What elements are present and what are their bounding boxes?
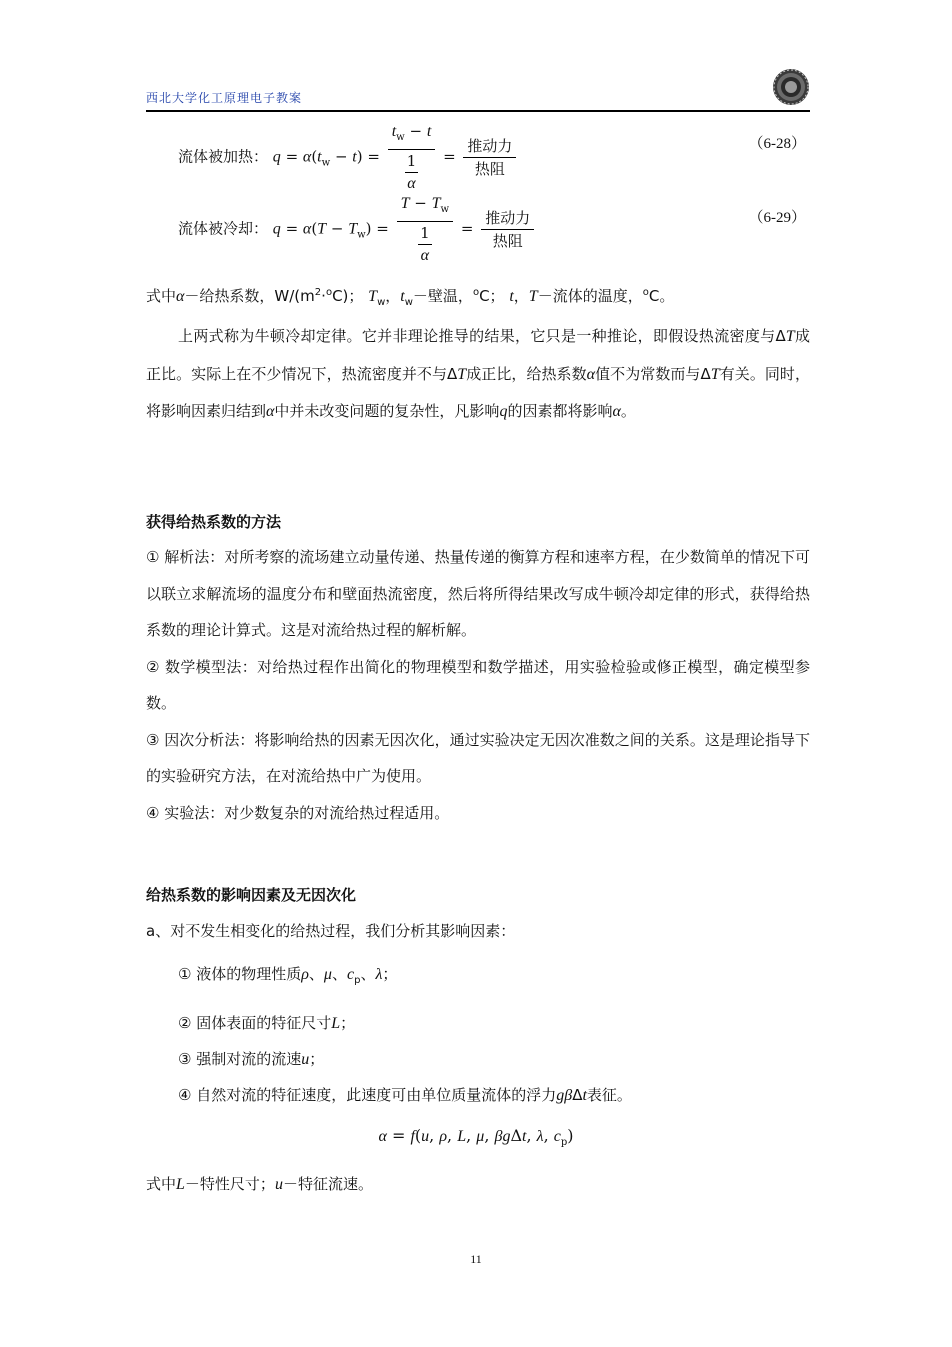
university-seal-icon: [772, 68, 810, 106]
closing-definitions: 式中L－特性尺寸；u－特征流速。: [146, 1175, 373, 1193]
equation-cooling: 流体被冷却： $q = \alpha(T - T_w)$ = $\frac{T - T_w}{\frac{1}{\alpha}}$ = $\frac{\text{推动力}}{\text{热阻}}$: [178, 192, 537, 267]
section-heading-factors: 给热系数的影响因素及无因次化: [146, 886, 357, 904]
heating-label: 流体被加热：: [178, 147, 269, 166]
fraction-driving-force-cooling: $\frac{\text{推动力}}{\text{热阻}}$: [481, 207, 534, 252]
factor-item-characteristic-size: ② 固体表面的特征尺寸L；: [178, 1014, 356, 1032]
page-header: [146, 66, 810, 112]
cooling-label: 流体被冷却：: [178, 219, 269, 238]
fraction-temperature-difference: $\frac{t_w - t}{\frac{1}{\alpha}}$: [388, 120, 436, 195]
method-item-experimental: ④ 实验法：对少数复杂的对流给热过程适用。: [146, 803, 450, 822]
symbol-definitions: 式中α－给热系数，$W/(m^2\cdot^oC)$； $T_w$，$t_w-$壁温，$^o$C； t，T－流体的温度，$^o$C。: [146, 287, 675, 308]
methods-list: [146, 539, 810, 831]
section-heading-methods: 获得给热系数的方法: [146, 513, 282, 531]
newton-cooling-paragraph: 上两式称为牛顿冷却定律。它并非理论推导的结果，它只是一种推论，即假设热流密度与ΔT成正比。实际上在不少情况下，热流密度并不与ΔT成正比，给热系数α值不为常数而与ΔT有关。同时，将影响因素归结到α中并未改变问题的复杂性，凡影响q的因素都将影响α。: [146, 327, 810, 420]
equation-number-6-28: （6-28）: [748, 136, 806, 152]
equation-heating: 流体被加热： $q = \alpha(t_w - t)$ = $\frac{t_w - t}{\frac{1}{\alpha}}$ = $\frac{\text{推动力}}{\text{热阻}}$: [178, 120, 519, 195]
method-item-analytical: ① 解析法：对所考察的流场建立动量传递、热量传递的衡算方程和速率方程，在少数简单的情况下可以联立求解流场的温度分布和壁面热流密度，然后将所得结果改写成牛顿冷却定律的形式，获得给热系数的理论计算式。这是对流给热过程的解析解。: [146, 548, 810, 639]
fraction-temperature-difference-cooling: $\frac{T - T_w}{\frac{1}{\alpha}}$: [397, 192, 453, 267]
fraction-driving-force: $\frac{\text{推动力}}{\text{热阻}}$: [463, 135, 516, 180]
alpha-function-equation: α = f(u, ρ, L, μ, βgΔt, λ, $c_p$): [378, 1126, 574, 1149]
equation-number-6-29: （6-29）: [748, 210, 806, 226]
factor-item-natural-convection: ④ 自然对流的特征速度，此速度可由单位质量流体的浮力gβΔt表征。: [178, 1086, 632, 1104]
factor-item-physical-properties: ① 液体的物理性质ρ、μ、$c_p$、λ；: [178, 965, 398, 986]
factor-item-forced-velocity: ③ 强制对流的流速u；: [178, 1050, 325, 1068]
method-item-dimensional-analysis: ③ 因次分析法：将影响给热的因素无因次化，通过实验决定无因次准数之间的关系。这是理论指导下的实验研究方法，在对流给热中广为使用。: [146, 730, 810, 785]
page-number: 11: [470, 1252, 482, 1266]
factors-intro: a、对不发生相变化的给热过程，我们分析其影响因素：: [146, 922, 516, 940]
header-title: 西北大学化工原理电子教案: [146, 91, 303, 105]
method-item-math-model: ② 数学模型法：对给热过程作出简化的物理模型和数学描述，用实验检验或修正模型，确定模型参数。: [146, 657, 810, 712]
